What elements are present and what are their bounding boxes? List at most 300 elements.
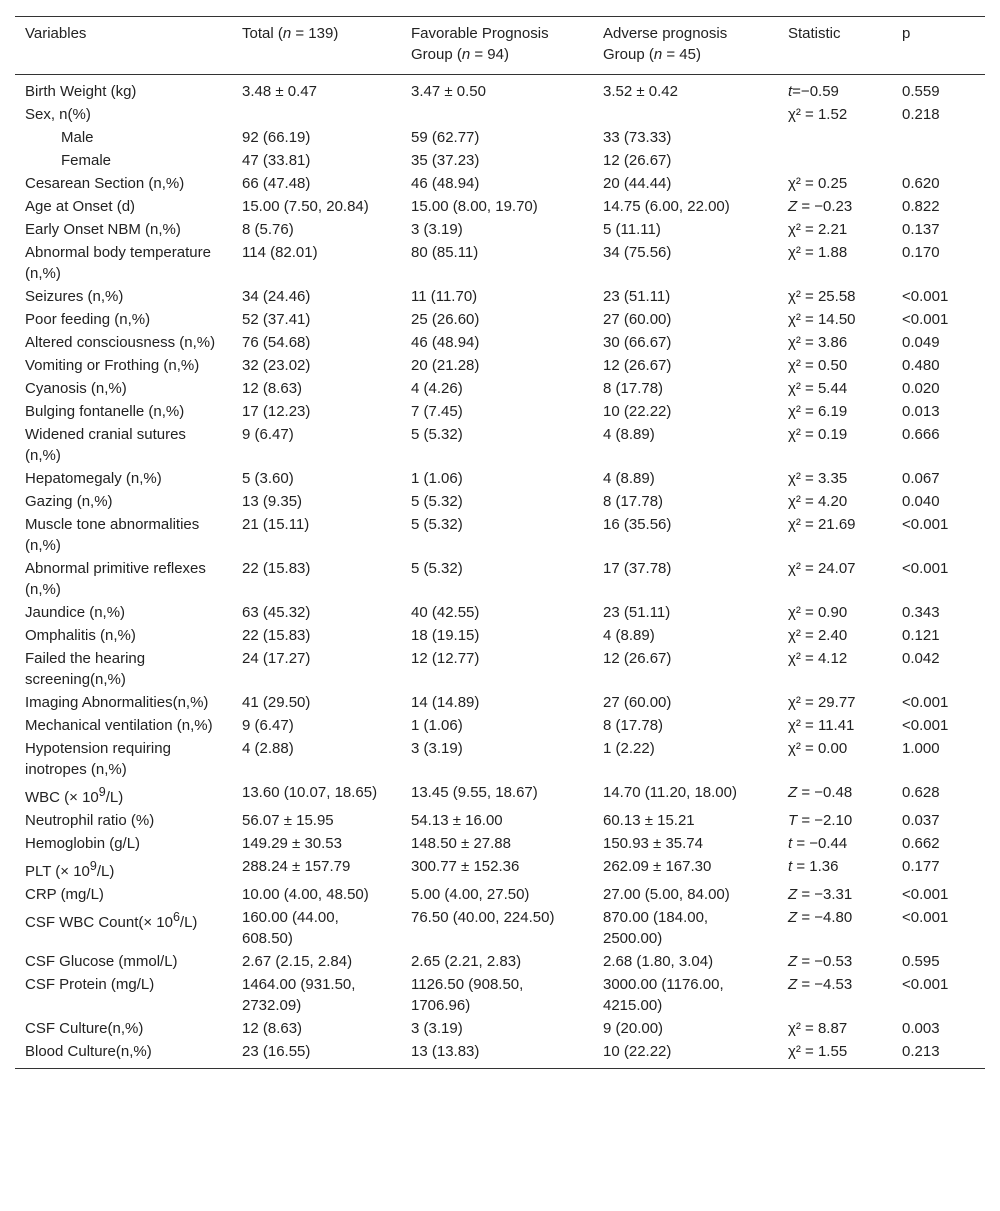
cell-favorable: 7 (7.45) — [411, 403, 463, 420]
cell-total: 160.00 (44.00, 608.50) — [242, 909, 339, 947]
table-wrapper — [15, 16, 985, 1069]
cell-favorable: 46 (48.94) — [411, 175, 480, 192]
cell-total: 12 (8.63) — [242, 380, 303, 397]
cell-adverse: 4 (8.89) — [603, 426, 655, 443]
cell-variable — [15, 558, 232, 602]
cell-p: <0.001 — [902, 909, 949, 926]
cell-p: 1.000 — [902, 740, 940, 757]
cell-statistic — [778, 468, 892, 491]
variable-text: Omphalitis (n,%) — [25, 627, 136, 644]
cell-adverse: 2.68 (1.80, 3.04) — [603, 953, 714, 970]
cell-statistic — [778, 219, 892, 242]
table-row — [15, 951, 985, 974]
cell-favorable: 5 (5.32) — [411, 516, 463, 533]
statistic-value: χ² = 5.44 — [788, 380, 848, 397]
statistic-value: χ² = 1.55 — [788, 1043, 848, 1060]
cell-variable — [15, 833, 232, 856]
table-row — [15, 173, 985, 196]
cell-variable — [15, 648, 232, 692]
cell-total: 92 (66.19) — [242, 129, 311, 146]
cell-adverse: 4 (8.89) — [603, 627, 655, 644]
cell-total: 52 (37.41) — [242, 311, 311, 328]
table-row — [15, 907, 985, 951]
variable-text: Male — [61, 129, 94, 146]
cell-favorable: 5.00 (4.00, 27.50) — [411, 886, 530, 903]
cell-p: 0.218 — [902, 106, 940, 123]
statistic-value: χ² = 4.20 — [788, 493, 848, 510]
prognosis-comparison-table — [15, 16, 985, 1069]
cell-total — [232, 104, 401, 127]
variable-text: Hemoglobin (g/L) — [25, 835, 141, 852]
cell-variable — [15, 401, 232, 424]
table-row — [15, 558, 985, 602]
cell-statistic — [778, 75, 892, 105]
cell-adverse: 9 (20.00) — [603, 1020, 664, 1037]
cell-adverse: 12 (26.67) — [603, 152, 672, 169]
cell-adverse: 12 (26.67) — [603, 357, 672, 374]
cell-total: 41 (29.50) — [242, 694, 311, 711]
statistic-value: χ² = 1.88 — [788, 244, 848, 261]
cell-favorable: 35 (37.23) — [411, 152, 480, 169]
cell-adverse — [593, 104, 778, 127]
cell-adverse: 1 (2.22) — [603, 740, 655, 757]
statistic-symbol: Z — [788, 909, 798, 926]
statistic-value: χ² = 8.87 — [788, 1020, 848, 1037]
cell-adverse: 10 (22.22) — [593, 1041, 778, 1069]
cell-p: 0.662 — [902, 835, 940, 852]
cell-p: <0.001 — [902, 694, 949, 711]
cell-favorable: 1126.50 (908.50, 1706.96) — [411, 976, 524, 1014]
cell-favorable: 5 (5.32) — [411, 493, 463, 510]
cell-statistic — [778, 173, 892, 196]
table-header — [15, 17, 985, 75]
cell-favorable: 3.47 ± 0.50 — [411, 83, 486, 100]
cell-total: 10.00 (4.00, 48.50) — [242, 886, 369, 903]
statistic-value: χ² = 29.77 — [788, 694, 856, 711]
cell-adverse: 5 (11.11) — [603, 221, 661, 238]
cell-favorable: 4 (4.26) — [411, 380, 463, 397]
statistic-value: χ² = 0.00 — [788, 740, 848, 757]
variable-text: Birth Weight (kg) — [25, 83, 137, 100]
cell-variable — [15, 104, 232, 127]
statistic-symbol: Z — [788, 784, 798, 801]
statistic-value: = 1.36 — [792, 858, 839, 875]
cell-favorable: 76.50 (40.00, 224.50) — [411, 909, 555, 926]
cell-statistic — [778, 491, 892, 514]
cell-favorable: 148.50 ± 27.88 — [411, 835, 511, 852]
variable-text: Failed the hearing screening(n,%) — [25, 650, 146, 688]
cell-adverse: 23 (51.11) — [603, 604, 671, 621]
cell-favorable: 3 (3.19) — [411, 740, 463, 757]
cell-adverse: 33 (73.33) — [603, 129, 672, 146]
cell-favorable: 5 (5.32) — [411, 426, 463, 443]
table-row — [15, 150, 985, 173]
variable-superscript: 9 — [98, 785, 106, 799]
variable-unit-tail: /L) — [105, 789, 124, 806]
table-row — [15, 309, 985, 332]
table-row — [15, 286, 985, 309]
cell-favorable: 300.77 ± 152.36 — [411, 858, 520, 875]
cell-total: 66 (47.48) — [242, 175, 311, 192]
cell-variable — [15, 424, 232, 468]
cell-p: 0.121 — [902, 627, 940, 644]
table-row — [15, 491, 985, 514]
variable-text: Seizures (n,%) — [25, 288, 124, 305]
header-p: p — [892, 17, 985, 75]
cell-favorable: 54.13 ± 16.00 — [411, 812, 503, 829]
variable-text: CSF Glucose (mmol/L) — [25, 953, 178, 970]
cell-total: 32 (23.02) — [242, 357, 311, 374]
cell-p: 0.666 — [902, 426, 940, 443]
cell-adverse: 8 (17.78) — [603, 717, 664, 734]
cell-variable — [15, 514, 232, 558]
cell-total: 13.60 (10.07, 18.65) — [242, 784, 378, 801]
cell-total: 17 (12.23) — [242, 403, 311, 420]
cell-variable — [15, 150, 232, 173]
statistic-value: = −4.80 — [797, 909, 853, 926]
statistic-symbol: t — [788, 835, 793, 852]
cell-adverse: 14.75 (6.00, 22.00) — [603, 198, 730, 215]
table-row — [15, 833, 985, 856]
cell-p: 0.343 — [902, 604, 940, 621]
cell-statistic — [778, 1018, 892, 1041]
variable-text: CRP (mg/L) — [25, 886, 104, 903]
cell-favorable: 11 (11.70) — [411, 288, 478, 305]
cell-adverse: 4 (8.89) — [603, 470, 655, 487]
header-row — [15, 17, 985, 75]
cell-variable — [15, 951, 232, 974]
cell-favorable: 3 (3.19) — [411, 1020, 463, 1037]
statistic-value: χ² = 6.19 — [788, 403, 848, 420]
variable-superscript: 6 — [172, 910, 180, 924]
cell-statistic — [778, 907, 892, 951]
statistic-value: = −0.53 — [797, 953, 853, 970]
variable-text: Gazing (n,%) — [25, 493, 113, 510]
statistic-value: = −4.53 — [797, 976, 853, 993]
cell-statistic — [778, 625, 892, 648]
variable-text: WBC (× 10 — [25, 789, 99, 806]
cell-adverse: 20 (44.44) — [603, 175, 672, 192]
header-favorable: Favorable Prognosis Group (n = 94) — [401, 17, 593, 75]
table-row — [15, 355, 985, 378]
header-total: Total (n = 139) — [232, 17, 401, 75]
statistic-value: χ² = 4.12 — [788, 650, 848, 667]
statistic-symbol: Z — [788, 953, 798, 970]
variable-text: Neutrophil ratio (%) — [25, 812, 155, 829]
cell-favorable: 40 (42.55) — [411, 604, 480, 621]
cell-p: 0.822 — [902, 198, 940, 215]
variable-text: CSF Culture(n,%) — [25, 1020, 144, 1037]
cell-statistic — [778, 738, 892, 782]
variable-text: Abnormal primitive reflexes (n,%) — [25, 560, 206, 598]
cell-total: 1464.00 (931.50, 2732.09) — [242, 976, 356, 1014]
cell-total: 5 (3.60) — [242, 470, 294, 487]
cell-p: 0.595 — [902, 953, 940, 970]
cell-total: 24 (17.27) — [242, 650, 311, 667]
cell-favorable: 59 (62.77) — [411, 129, 480, 146]
cell-p: <0.001 — [902, 516, 949, 533]
cell-variable — [15, 974, 232, 1018]
cell-adverse: 3.52 ± 0.42 — [603, 83, 678, 100]
variable-text: Vomiting or Frothing (n,%) — [25, 357, 200, 374]
variable-text: Abnormal body temperature (n,%) — [25, 244, 211, 282]
cell-statistic — [778, 286, 892, 309]
cell-adverse: 60.13 ± 15.21 — [603, 812, 695, 829]
header-statistic: Statistic — [778, 17, 892, 75]
statistic-value: χ² = 3.86 — [788, 334, 848, 351]
statistic-value: χ² = 0.25 — [788, 175, 848, 192]
cell-favorable: 1 (1.06) — [411, 470, 463, 487]
cell-p: <0.001 — [902, 288, 949, 305]
variable-text: Cyanosis (n,%) — [25, 380, 127, 397]
cell-variable — [15, 602, 232, 625]
cell-variable — [15, 738, 232, 782]
cell-variable — [15, 884, 232, 907]
cell-statistic — [778, 602, 892, 625]
cell-favorable: 13 (13.83) — [401, 1041, 593, 1069]
table-row — [15, 219, 985, 242]
cell-statistic — [778, 401, 892, 424]
variable-unit-tail: /L) — [179, 914, 198, 931]
cell-total: 63 (45.32) — [242, 604, 311, 621]
cell-total: 56.07 ± 15.95 — [242, 812, 334, 829]
statistic-symbol: Z — [788, 198, 798, 215]
header-variables: Variables — [15, 17, 232, 75]
table-row — [15, 692, 985, 715]
cell-favorable: 13.45 (9.55, 18.67) — [411, 784, 538, 801]
variable-text: Altered consciousness (n,%) — [25, 334, 216, 351]
header-adverse: Adverse prognosis Group (n = 45) — [593, 17, 778, 75]
cell-statistic — [778, 424, 892, 468]
cell-favorable: 46 (48.94) — [411, 334, 480, 351]
table-row — [15, 1041, 985, 1069]
statistic-value: = −0.48 — [797, 784, 853, 801]
cell-p: 0.559 — [902, 83, 940, 100]
statistic-value: =−0.59 — [792, 83, 839, 100]
cell-favorable: 3 (3.19) — [411, 221, 463, 238]
cell-total: 9 (6.47) — [242, 426, 294, 443]
cell-adverse: 14.70 (11.20, 18.00) — [603, 784, 737, 801]
cell-p: <0.001 — [902, 886, 949, 903]
variable-text: Mechanical ventilation (n,%) — [25, 717, 213, 734]
cell-variable — [15, 332, 232, 355]
cell-adverse: 3000.00 (1176.00, 4215.00) — [603, 976, 724, 1014]
cell-favorable: 14 (14.89) — [411, 694, 480, 711]
cell-p: 0.177 — [902, 858, 940, 875]
cell-variable — [15, 286, 232, 309]
statistic-symbol: T — [788, 812, 798, 829]
cell-variable — [15, 907, 232, 951]
variable-text: Poor feeding (n,%) — [25, 311, 151, 328]
cell-statistic — [778, 810, 892, 833]
table-row — [15, 602, 985, 625]
variable-text: Hepatomegaly (n,%) — [25, 470, 162, 487]
table-row — [15, 514, 985, 558]
cell-statistic — [778, 196, 892, 219]
cell-p: 0.628 — [902, 784, 940, 801]
table-row — [15, 715, 985, 738]
cell-variable — [15, 196, 232, 219]
statistic-value: = −3.31 — [797, 886, 853, 903]
statistic-value: = −0.44 — [792, 835, 848, 852]
statistic-value: χ² = 1.52 — [788, 106, 848, 123]
table-row — [15, 332, 985, 355]
cell-statistic — [778, 378, 892, 401]
cell-adverse: 262.09 ± 167.30 — [603, 858, 712, 875]
cell-p: 0.037 — [902, 812, 940, 829]
cell-adverse: 30 (66.67) — [603, 334, 672, 351]
variable-text: Cesarean Section (n,%) — [25, 175, 185, 192]
variable-text: Blood Culture(n,%) — [25, 1043, 152, 1060]
cell-p: 0.480 — [902, 357, 940, 374]
statistic-value: χ² = 14.50 — [788, 311, 856, 328]
table-row — [15, 625, 985, 648]
statistic-symbol: Z — [788, 886, 798, 903]
variable-text: Sex, n(%) — [25, 106, 91, 123]
statistic-symbol: t — [788, 858, 793, 875]
table-row — [15, 401, 985, 424]
cell-p: <0.001 — [902, 717, 949, 734]
cell-total: 13 (9.35) — [242, 493, 303, 510]
cell-statistic — [778, 715, 892, 738]
cell-variable — [15, 309, 232, 332]
cell-total: 47 (33.81) — [242, 152, 311, 169]
cell-variable — [15, 468, 232, 491]
table-row — [15, 242, 985, 286]
variable-text: Age at Onset (d) — [25, 198, 136, 215]
table-row — [15, 104, 985, 127]
table-row — [15, 468, 985, 491]
cell-p: 0.049 — [902, 334, 940, 351]
cell-total: 149.29 ± 30.53 — [242, 835, 342, 852]
cell-variable — [15, 856, 232, 884]
table-row — [15, 378, 985, 401]
cell-total: 9 (6.47) — [242, 717, 294, 734]
cell-total: 114 (82.01) — [242, 244, 318, 261]
cell-variable — [15, 782, 232, 810]
table-row — [15, 810, 985, 833]
variable-text: Widened cranial sutures (n,%) — [25, 426, 186, 464]
cell-p — [892, 150, 985, 173]
cell-p: 0.137 — [902, 221, 940, 238]
statistic-value: χ² = 0.90 — [788, 604, 848, 621]
cell-statistic — [778, 884, 892, 907]
cell-variable — [15, 1018, 232, 1041]
variable-text: Imaging Abnormalities(n,%) — [25, 694, 209, 711]
cell-adverse: 8 (17.78) — [603, 493, 664, 510]
cell-favorable: 25 (26.60) — [411, 311, 480, 328]
cell-variable — [15, 127, 232, 150]
cell-total: 15.00 (7.50, 20.84) — [242, 198, 369, 215]
cell-favorable: 1 (1.06) — [411, 717, 463, 734]
cell-adverse: 23 (51.11) — [603, 288, 671, 305]
cell-statistic — [778, 309, 892, 332]
cell-total: 22 (15.83) — [242, 627, 311, 644]
cell-favorable: 80 (85.11) — [411, 244, 479, 261]
cell-total: 21 (15.11) — [242, 516, 310, 533]
cell-p: 0.040 — [902, 493, 940, 510]
statistic-value: χ² = 2.21 — [788, 221, 848, 238]
cell-favorable: 15.00 (8.00, 19.70) — [411, 198, 538, 215]
cell-adverse: 16 (35.56) — [603, 516, 672, 533]
table-row — [15, 1018, 985, 1041]
statistic-value: = −2.10 — [797, 812, 853, 829]
variable-text: Female — [61, 152, 112, 169]
cell-adverse: 34 (75.56) — [603, 244, 672, 261]
table-row — [15, 738, 985, 782]
table-row — [15, 974, 985, 1018]
statistic-value: χ² = 0.19 — [788, 426, 848, 443]
cell-variable — [15, 810, 232, 833]
table-row — [15, 884, 985, 907]
statistic-value: χ² = 0.50 — [788, 357, 848, 374]
cell-p: <0.001 — [902, 560, 949, 577]
cell-p: 0.042 — [902, 650, 940, 667]
cell-statistic — [778, 692, 892, 715]
cell-statistic — [778, 974, 892, 1018]
cell-p: 0.170 — [902, 244, 940, 261]
cell-p: 0.620 — [902, 175, 940, 192]
statistic-value: χ² = 2.40 — [788, 627, 848, 644]
variable-text: Early Onset NBM (n,%) — [25, 221, 181, 238]
cell-variable — [15, 715, 232, 738]
cell-statistic — [778, 833, 892, 856]
cell-statistic — [778, 332, 892, 355]
table-row — [15, 127, 985, 150]
cell-statistic — [778, 1041, 892, 1069]
cell-statistic — [778, 127, 892, 150]
cell-total: 288.24 ± 157.79 — [242, 858, 351, 875]
cell-total: 76 (54.68) — [242, 334, 311, 351]
table-row — [15, 856, 985, 884]
cell-total: 34 (24.46) — [242, 288, 311, 305]
cell-variable — [15, 625, 232, 648]
cell-p: 0.067 — [902, 470, 940, 487]
statistic-symbol: Z — [788, 976, 798, 993]
cell-statistic — [778, 104, 892, 127]
cell-total: 8 (5.76) — [242, 221, 294, 238]
cell-variable — [15, 692, 232, 715]
cell-total: 2.67 (2.15, 2.84) — [242, 953, 353, 970]
cell-p: 0.003 — [902, 1020, 940, 1037]
table-row — [15, 75, 985, 105]
statistic-value: χ² = 11.41 — [788, 717, 855, 734]
cell-p: <0.001 — [902, 976, 949, 993]
cell-favorable: 20 (21.28) — [411, 357, 480, 374]
cell-adverse: 150.93 ± 35.74 — [603, 835, 703, 852]
table-row — [15, 196, 985, 219]
statistic-symbol: t — [788, 83, 793, 100]
cell-adverse: 8 (17.78) — [603, 380, 664, 397]
cell-statistic — [778, 856, 892, 884]
cell-variable — [15, 378, 232, 401]
cell-p — [892, 127, 985, 150]
cell-adverse: 12 (26.67) — [603, 650, 672, 667]
variable-text: CSF WBC Count(× 10 — [25, 914, 173, 931]
cell-total: 23 (16.55) — [232, 1041, 401, 1069]
table-row — [15, 648, 985, 692]
variable-text: Bulging fontanelle (n,%) — [25, 403, 185, 420]
variable-unit-tail: /L) — [96, 863, 115, 880]
cell-variable — [15, 219, 232, 242]
cell-statistic — [778, 558, 892, 602]
cell-adverse: 27 (60.00) — [603, 311, 672, 328]
cell-adverse: 17 (37.78) — [603, 560, 672, 577]
cell-total: 4 (2.88) — [242, 740, 294, 757]
cell-favorable: 2.65 (2.21, 2.83) — [411, 953, 522, 970]
cell-variable — [15, 1041, 232, 1069]
cell-statistic — [778, 355, 892, 378]
